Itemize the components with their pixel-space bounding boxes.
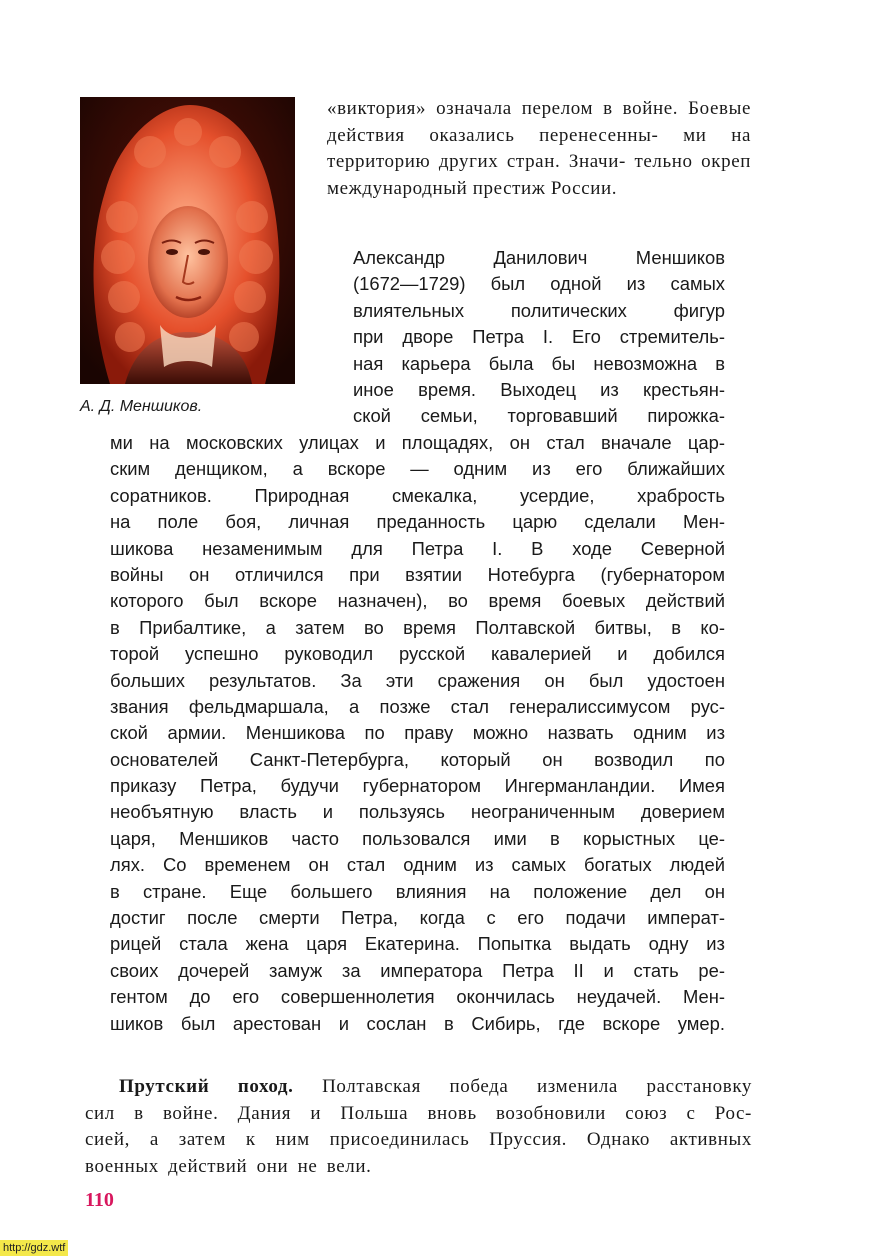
bio-line: иное время. Выходец из крестьян- <box>353 378 725 400</box>
bio-line: ской семьи, торговавший пирожка- <box>353 405 725 427</box>
bio-line: царя, Меншиков часто пользовался ими в корыстных це- <box>110 827 725 849</box>
bio-line: больших результатов. За эти сражения он был удостоен <box>110 669 725 691</box>
portrait-image <box>80 97 295 384</box>
bio-line: шикова незаменимым для Петра I. В ходе Северной <box>110 537 725 559</box>
bio-line: которого был вскоре назначен), во время боевых действий <box>110 590 725 612</box>
bio-line: Александр Данилович Меншиков <box>353 247 725 268</box>
intro-line: ми на территорию других стран. Значи- <box>327 124 751 172</box>
bio-line: приказу Петра, будучи губернатором Ингерманландии. Имея <box>110 775 725 797</box>
intro-line: «виктория» означала перелом в войне. <box>327 98 679 119</box>
bio-line: в Прибалтике, а затем во время Полтавской битвы, в ко- <box>110 616 725 638</box>
bio-line: ским денщиком, а вскоре — одним из его ближайших <box>110 458 725 480</box>
figure-caption: А. Д. Меншиков. <box>80 398 203 415</box>
bio-line: влиятельных политических фигур <box>353 299 725 321</box>
prut-line: военных действий они не вели. <box>85 1155 372 1177</box>
bio-line: соратников. Природная смекалка, усердие, храбрость <box>110 484 725 506</box>
bio-line: звания фельдмаршала, а позже стал генералиссимусом рус- <box>110 695 725 717</box>
bio-line: гентом до его совершеннолетия окончилась неудачей. Мен- <box>110 986 725 1008</box>
bio-line: шиков был арестован и сослан в Сибирь, где вскоре умер. <box>110 1012 725 1034</box>
bio-line: в стране. Еще большего влияния на положение дел он <box>110 880 725 902</box>
bio-box-narrow <box>353 245 725 430</box>
bio-line: достиг после смерти Петра, когда с его подачи императ- <box>110 907 725 929</box>
bio-line: ской армии. Меншикова по праву можно назвать одним из <box>110 722 725 744</box>
prut-line: сией, а затем к ним присоединилась Пруссия. Однако активных <box>85 1129 752 1150</box>
portrait-menshikov <box>80 97 295 384</box>
bio-line: лях. Со временем он стал одним из самых богатых людей <box>110 854 725 876</box>
bio-line: (1672—1729) был одной из самых <box>353 273 725 295</box>
bio-line: необъятную власть и пользуясь неограниченным доверием <box>110 801 725 823</box>
prut-campaign-paragraph <box>85 1074 752 1180</box>
bio-line: при дворе Петра I. Его стремитель- <box>353 326 725 348</box>
intro-line: Боевые действия оказались перенесенны- <box>327 98 752 146</box>
intro-line: тельно окреп международный престиж <box>327 151 751 199</box>
bio-line: основателей Санкт-Петербурга, который он возводил по <box>110 748 725 770</box>
bio-line: своих дочерей замуж за императора Петра II и стать ре- <box>110 959 725 981</box>
bio-line: рицей стала жена царя Екатерина. Попытка выдать одну из <box>110 933 725 955</box>
bio-line: войны он отличился при взятии Нотебурга (губернатором <box>110 563 725 585</box>
bio-line: ная карьера была бы невозможна в <box>353 352 725 374</box>
bio-line: ми на московских улицах и площадях, он стал вначале цар- <box>110 432 725 453</box>
bio-line: торой успешно руководил русской кавалерией и добился <box>110 643 725 665</box>
prut-line: сил в войне. Дания и Польша вновь возобновили союз с Рос- <box>85 1102 752 1124</box>
page-number: 110 <box>85 1189 114 1211</box>
bio-line: на поле боя, личная преданность царю сделали Мен- <box>110 511 725 533</box>
intro-paragraph <box>327 96 751 202</box>
intro-line: России. <box>550 177 618 199</box>
bio-box-full <box>110 430 725 1037</box>
section-heading: Прутский поход. <box>119 1076 294 1097</box>
watermark-link[interactable]: http://gdz.wtf <box>0 1240 68 1256</box>
prut-first-line <box>85 1074 752 1101</box>
prut-first-line-text: Полтавская победа изменила расстановку <box>322 1076 752 1097</box>
